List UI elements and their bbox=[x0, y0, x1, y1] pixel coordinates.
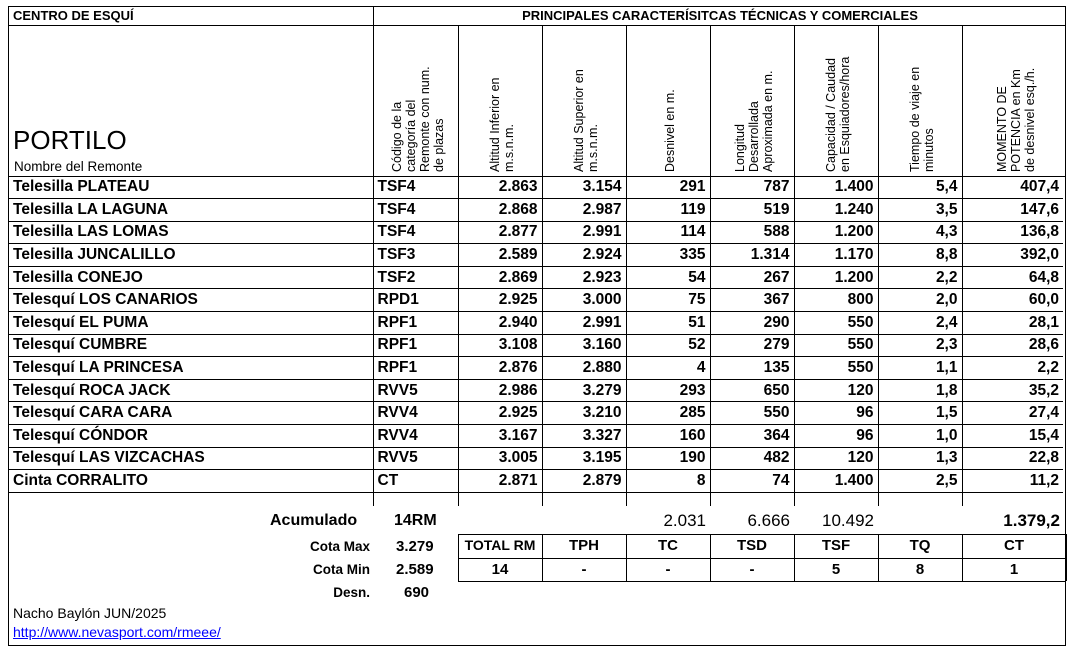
table-cell: 290 bbox=[710, 312, 794, 335]
lift-table bbox=[9, 176, 1063, 493]
table-cell: 650 bbox=[710, 379, 794, 402]
lift-name bbox=[9, 470, 373, 493]
column-header-line: Capacidad / Caudad bbox=[824, 58, 838, 172]
lift-code: TSF4 bbox=[373, 176, 458, 199]
lift-type: Cinta bbox=[13, 472, 52, 490]
column-header-line: Código de la bbox=[389, 101, 404, 172]
table-cell: 120 bbox=[794, 447, 878, 470]
lift-name bbox=[9, 425, 373, 448]
column-header-line: categoría del bbox=[403, 99, 418, 172]
table-cell: 550 bbox=[794, 334, 878, 357]
table-cell: 1,3 bbox=[878, 447, 962, 470]
table-cell: 2,2 bbox=[878, 266, 962, 289]
table-cell: 588 bbox=[710, 221, 794, 244]
table-cell: 519 bbox=[710, 199, 794, 222]
table-cell: 3,5 bbox=[878, 199, 962, 222]
lift-code: TSF4 bbox=[373, 221, 458, 244]
table-cell: 8,8 bbox=[878, 244, 962, 267]
lift-title: CUMBRE bbox=[79, 336, 148, 354]
lift-title: JUNCALILLO bbox=[77, 246, 176, 264]
lift-title: LOS CANARIOS bbox=[79, 291, 198, 309]
table-row bbox=[9, 357, 1063, 380]
table-cell: 8 bbox=[626, 470, 710, 493]
table-cell: 114 bbox=[626, 221, 710, 244]
table-cell: 135 bbox=[710, 357, 794, 380]
column-header-line: en Esquiadores/hora bbox=[838, 56, 852, 172]
table-cell: 3.160 bbox=[542, 334, 626, 357]
table-cell: 407,4 bbox=[962, 176, 1063, 199]
table-cell: 787 bbox=[710, 176, 794, 199]
table-cell: 1.314 bbox=[710, 244, 794, 267]
counts-value: 1 bbox=[1009, 560, 1019, 578]
column-header bbox=[995, 68, 1037, 172]
table-cell: 2.923 bbox=[542, 266, 626, 289]
table-cell: 279 bbox=[710, 334, 794, 357]
total-longitud: 6.666 bbox=[747, 511, 790, 530]
lift-type: Telesquí bbox=[13, 336, 75, 354]
table-cell: 4,3 bbox=[878, 221, 962, 244]
table-cell: 2.991 bbox=[542, 312, 626, 335]
lift-code: RPF1 bbox=[373, 334, 458, 357]
lift-type: Telesilla bbox=[13, 246, 74, 264]
header-divider bbox=[8, 25, 1066, 26]
lift-type: Telesquí bbox=[13, 449, 75, 467]
table-cell: 2.924 bbox=[542, 244, 626, 267]
table-cell: 3.195 bbox=[542, 447, 626, 470]
table-cell: 2.877 bbox=[458, 221, 542, 244]
table-cell: 15,4 bbox=[962, 425, 1063, 448]
resort-heading: CENTRO DE ESQUÍ bbox=[13, 8, 134, 23]
lift-type: Telesquí bbox=[13, 359, 75, 377]
table-row bbox=[9, 244, 1063, 267]
table-cell: 3.210 bbox=[542, 402, 626, 425]
table-cell: 367 bbox=[710, 289, 794, 312]
column-header-line: Aproximada en m. bbox=[761, 70, 775, 172]
author: Nacho Baylón JUN/2025 bbox=[13, 605, 167, 621]
column-header-line: de plazas bbox=[431, 118, 446, 172]
counts-value: - bbox=[581, 560, 587, 578]
lift-type: Telesquí bbox=[13, 313, 75, 331]
lift-code: RPF1 bbox=[373, 312, 458, 335]
counts-value: 14 bbox=[491, 560, 509, 578]
lift-code: CT bbox=[373, 470, 458, 493]
lift-type: Telesquí bbox=[13, 381, 75, 399]
table-cell: 392,0 bbox=[962, 244, 1063, 267]
lift-name bbox=[9, 266, 373, 289]
column-header-line: POTENCIA en Km bbox=[1009, 69, 1023, 172]
table-cell: 267 bbox=[710, 266, 794, 289]
table-cell: 291 bbox=[626, 176, 710, 199]
column-header bbox=[908, 67, 936, 172]
lift-code: TSF4 bbox=[373, 199, 458, 222]
counts-header: TSD bbox=[737, 537, 767, 554]
lift-code: RVV5 bbox=[373, 447, 458, 470]
table-row bbox=[9, 289, 1063, 312]
table-cell: 2.991 bbox=[542, 221, 626, 244]
table-cell: 96 bbox=[794, 402, 878, 425]
table-cell: 11,2 bbox=[962, 470, 1063, 493]
table-cell: 5,4 bbox=[878, 176, 962, 199]
counts-header: TQ bbox=[909, 537, 931, 554]
table-row bbox=[9, 266, 1063, 289]
table-cell: 293 bbox=[626, 379, 710, 402]
lift-name bbox=[9, 447, 373, 470]
table-row bbox=[9, 176, 1063, 199]
table-cell: 2.871 bbox=[458, 470, 542, 493]
table-row bbox=[9, 312, 1063, 335]
lift-type: Telesquí bbox=[13, 404, 75, 422]
table-cell: 2.869 bbox=[458, 266, 542, 289]
lift-title: CORRALITO bbox=[56, 472, 148, 490]
table-row bbox=[9, 447, 1063, 470]
table-cell: 800 bbox=[794, 289, 878, 312]
table-cell: 147,6 bbox=[962, 199, 1063, 222]
lift-title: EL PUMA bbox=[79, 313, 149, 331]
column-header bbox=[488, 78, 516, 173]
table-cell: 28,6 bbox=[962, 334, 1063, 357]
name-column-label: Nombre del Remonte bbox=[14, 159, 143, 174]
counts-header: CT bbox=[1004, 537, 1024, 554]
lift-name bbox=[9, 244, 373, 267]
column-header bbox=[390, 66, 446, 172]
lift-name bbox=[9, 199, 373, 222]
table-cell: 1,5 bbox=[878, 402, 962, 425]
counts-header: TPH bbox=[569, 537, 599, 554]
lift-name bbox=[9, 289, 373, 312]
lift-name bbox=[9, 379, 373, 402]
lift-name bbox=[9, 176, 373, 199]
table-row bbox=[9, 379, 1063, 402]
column-header-line: Remonte con num. bbox=[417, 66, 432, 172]
table-cell: 2,4 bbox=[878, 312, 962, 335]
table-cell: 1.400 bbox=[794, 176, 878, 199]
table-row bbox=[9, 402, 1063, 425]
lift-title: LA PRINCESA bbox=[79, 359, 184, 377]
counts-value: 8 bbox=[915, 560, 925, 578]
table-cell: 3.108 bbox=[458, 334, 542, 357]
table-cell: 2,2 bbox=[962, 357, 1063, 380]
lift-code: RVV4 bbox=[373, 402, 458, 425]
table-cell: 364 bbox=[710, 425, 794, 448]
table-cell: 120 bbox=[794, 379, 878, 402]
counts-value: - bbox=[749, 560, 755, 578]
lift-type: Telesquí bbox=[13, 291, 75, 309]
table-cell: 74 bbox=[710, 470, 794, 493]
table-cell: 3.154 bbox=[542, 176, 626, 199]
table-cell: 1,8 bbox=[878, 379, 962, 402]
table-cell: 1,0 bbox=[878, 425, 962, 448]
table-cell: 160 bbox=[626, 425, 710, 448]
lift-type: Telesilla bbox=[13, 223, 74, 241]
table-cell: 2,3 bbox=[878, 334, 962, 357]
table-cell: 4 bbox=[626, 357, 710, 380]
acumulado-rm: 14RM bbox=[394, 512, 437, 529]
lift-title: LAS LOMAS bbox=[77, 223, 169, 241]
lift-code: RPD1 bbox=[373, 289, 458, 312]
table-cell: 2.925 bbox=[458, 289, 542, 312]
table-cell: 482 bbox=[710, 447, 794, 470]
table-cell: 119 bbox=[626, 199, 710, 222]
table-cell: 54 bbox=[626, 266, 710, 289]
table-cell: 2.940 bbox=[458, 312, 542, 335]
lift-title: CARA CARA bbox=[79, 404, 173, 422]
lift-title: LA LAGUNA bbox=[77, 200, 169, 218]
table-cell: 1.240 bbox=[794, 199, 878, 222]
table-cell: 2.876 bbox=[458, 357, 542, 380]
table-row bbox=[9, 470, 1063, 493]
table-row bbox=[9, 199, 1063, 222]
source-link[interactable]: http://www.nevasport.com/rmeee/ bbox=[13, 624, 221, 640]
table-cell: 550 bbox=[710, 402, 794, 425]
table-cell: 1,1 bbox=[878, 357, 962, 380]
lift-name bbox=[9, 357, 373, 380]
table-cell: 335 bbox=[626, 244, 710, 267]
column-header-line: minutos bbox=[922, 128, 936, 172]
desnivel-value: 690 bbox=[404, 584, 430, 601]
column-header-line: Desnivel en m. bbox=[663, 89, 677, 172]
lift-type: Telesilla bbox=[13, 178, 74, 196]
desnivel-label: Desn. bbox=[333, 585, 370, 600]
table-cell: 1.200 bbox=[794, 221, 878, 244]
lift-title: LAS VIZCACHAS bbox=[79, 449, 205, 467]
column-header-line: de desnivel esq./h. bbox=[1023, 67, 1037, 172]
table-cell: 1.170 bbox=[794, 244, 878, 267]
table-cell: 3.167 bbox=[458, 425, 542, 448]
counts-middle-line bbox=[458, 558, 1066, 559]
lift-code: TSF3 bbox=[373, 244, 458, 267]
table-cell: 28,1 bbox=[962, 312, 1063, 335]
table-cell: 3.279 bbox=[542, 379, 626, 402]
column-header-line: Desarrollada bbox=[747, 101, 761, 172]
table-cell: 60,0 bbox=[962, 289, 1063, 312]
column-header bbox=[733, 71, 775, 172]
lift-type: Telesquí bbox=[13, 426, 75, 444]
column-header-line: m.s.n.m. bbox=[586, 124, 600, 172]
table-cell: 64,8 bbox=[962, 266, 1063, 289]
counts-bottom-line bbox=[458, 581, 1066, 582]
table-cell: 285 bbox=[626, 402, 710, 425]
column-header-line: m.s.n.m. bbox=[502, 124, 516, 172]
table-cell: 52 bbox=[626, 334, 710, 357]
table-cell: 2.589 bbox=[458, 244, 542, 267]
table-cell: 3.005 bbox=[458, 447, 542, 470]
cota-max-label: Cota Max bbox=[309, 539, 370, 554]
lift-name bbox=[9, 312, 373, 335]
counts-header: TOTAL RM bbox=[464, 537, 536, 553]
cota-max-value: 3.279 bbox=[396, 538, 434, 555]
counts-value: 5 bbox=[831, 560, 841, 578]
table-cell: 2,5 bbox=[878, 470, 962, 493]
acumulado-label: Acumulado bbox=[270, 512, 358, 529]
table-cell: 3.327 bbox=[542, 425, 626, 448]
total-capacidad: 10.492 bbox=[822, 511, 874, 530]
table-row bbox=[9, 425, 1063, 448]
lift-title: CONEJO bbox=[77, 268, 143, 286]
table-cell: 550 bbox=[794, 312, 878, 335]
table-cell: 2,0 bbox=[878, 289, 962, 312]
column-header-line: Longitud bbox=[733, 124, 747, 172]
lift-title: ROCA JACK bbox=[79, 381, 171, 399]
total-desnivel: 2.031 bbox=[663, 511, 706, 530]
lift-code: RVV5 bbox=[373, 379, 458, 402]
table-cell: 2.986 bbox=[458, 379, 542, 402]
counts-top-line bbox=[458, 534, 1066, 535]
column-header-line: MOMENTO DE bbox=[995, 86, 1009, 172]
table-cell: 2.925 bbox=[458, 402, 542, 425]
table-cell: 2.868 bbox=[458, 199, 542, 222]
resort-name: PORTILO bbox=[13, 125, 127, 155]
table-cell: 75 bbox=[626, 289, 710, 312]
counts-divider bbox=[1066, 534, 1067, 581]
table-cell: 22,8 bbox=[962, 447, 1063, 470]
counts-header: TSF bbox=[821, 537, 851, 554]
table-cell: 2.863 bbox=[458, 176, 542, 199]
lift-code: TSF2 bbox=[373, 266, 458, 289]
column-header-line: Altitud Superior en bbox=[572, 69, 586, 172]
cota-min-value: 2.589 bbox=[396, 561, 434, 578]
counts-value: - bbox=[665, 560, 671, 578]
lift-code: RVV4 bbox=[373, 425, 458, 448]
lift-code: RPF1 bbox=[373, 357, 458, 380]
table-cell: 96 bbox=[794, 425, 878, 448]
table-cell: 3.000 bbox=[542, 289, 626, 312]
table-cell: 550 bbox=[794, 357, 878, 380]
lift-title: PLATEAU bbox=[77, 178, 150, 196]
column-header bbox=[572, 69, 600, 172]
table-cell: 2.879 bbox=[542, 470, 626, 493]
column-header-line: Altitud Inferior en bbox=[488, 77, 502, 172]
table-cell: 1.200 bbox=[794, 266, 878, 289]
lift-name bbox=[9, 402, 373, 425]
lift-type: Telesilla bbox=[13, 200, 74, 218]
column-header-line: Tiempo de viaje en bbox=[908, 66, 922, 172]
table-row bbox=[9, 334, 1063, 357]
lift-title: CÓNDOR bbox=[79, 426, 148, 444]
total-momento: 1.379,2 bbox=[1003, 511, 1060, 530]
counts-header: TC bbox=[658, 537, 678, 554]
table-cell: 27,4 bbox=[962, 402, 1063, 425]
table-cell: 2.880 bbox=[542, 357, 626, 380]
table-cell: 51 bbox=[626, 312, 710, 335]
table-cell: 1.400 bbox=[794, 470, 878, 493]
cota-min-label: Cota Min bbox=[313, 562, 370, 577]
column-header bbox=[824, 57, 852, 172]
lift-name bbox=[9, 221, 373, 244]
table-cell: 190 bbox=[626, 447, 710, 470]
table-row bbox=[9, 221, 1063, 244]
lift-type: Telesilla bbox=[13, 268, 74, 286]
table-heading: PRINCIPALES CARACTERÍSITCAS TÉCNICAS Y COMERCIALES bbox=[522, 8, 918, 23]
column-header bbox=[663, 89, 677, 172]
lift-name bbox=[9, 334, 373, 357]
table-cell: 2.987 bbox=[542, 199, 626, 222]
table-cell: 35,2 bbox=[962, 379, 1063, 402]
table-cell: 136,8 bbox=[962, 221, 1063, 244]
